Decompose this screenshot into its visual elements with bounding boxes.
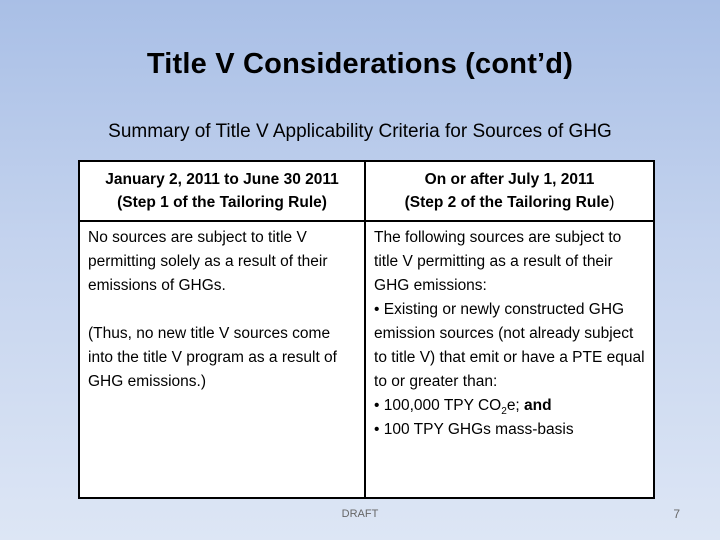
bullet-2-subscript: 2	[501, 406, 507, 418]
header-step-1-dates: January 2, 2011 to June 30 2011	[105, 171, 339, 188]
header-step-2-label: (Step 2 of the Tailoring Rule	[404, 194, 610, 211]
cell-step-2	[365, 221, 654, 498]
header-step-2-close-paren: )	[609, 194, 615, 211]
step-2-bullet-2	[374, 394, 645, 418]
header-step-1	[79, 161, 365, 221]
cell-step-1	[79, 221, 365, 498]
slide-title: Title V Considerations (cont’d)	[146, 48, 574, 80]
header-step-2-dates: On or after July 1, 2011	[424, 171, 595, 188]
applicability-table	[78, 160, 655, 499]
step-1-paragraph-1: No sources are subject to title V permitting solely as a result of their emissions of GHGs.	[88, 229, 328, 294]
bullet-2-and: and	[524, 397, 552, 414]
draft-label: DRAFT	[341, 508, 379, 520]
header-step-1-label: (Step 1 of the Tailoring Rule)	[117, 194, 327, 211]
header-step-2	[365, 161, 654, 221]
step-1-paragraph-2: (Thus, no new title V sources come into the title V program as a result of GHG emissions.)	[88, 325, 337, 390]
table-header-row	[79, 161, 654, 221]
page-number: 7	[673, 507, 680, 521]
step-2-bullet-3: • 100 TPY GHGs mass-basis	[374, 421, 574, 438]
bullet-2-prefix: • 100,000 TPY CO	[374, 397, 502, 414]
slide-subtitle: Summary of Title V Applicability Criteria for Sources of GHG	[108, 121, 612, 142]
table-body-row	[79, 221, 654, 498]
step-2-intro: The following sources are subject to title V permitting as a result of their GHG emissions:	[374, 229, 622, 294]
bullet-2-suffix: e;	[506, 397, 525, 414]
step-2-bullet-1: • Existing or newly constructed GHG emission sources (not already subject to title V) that emit or have a PTE equal to or greater than:	[374, 301, 645, 390]
